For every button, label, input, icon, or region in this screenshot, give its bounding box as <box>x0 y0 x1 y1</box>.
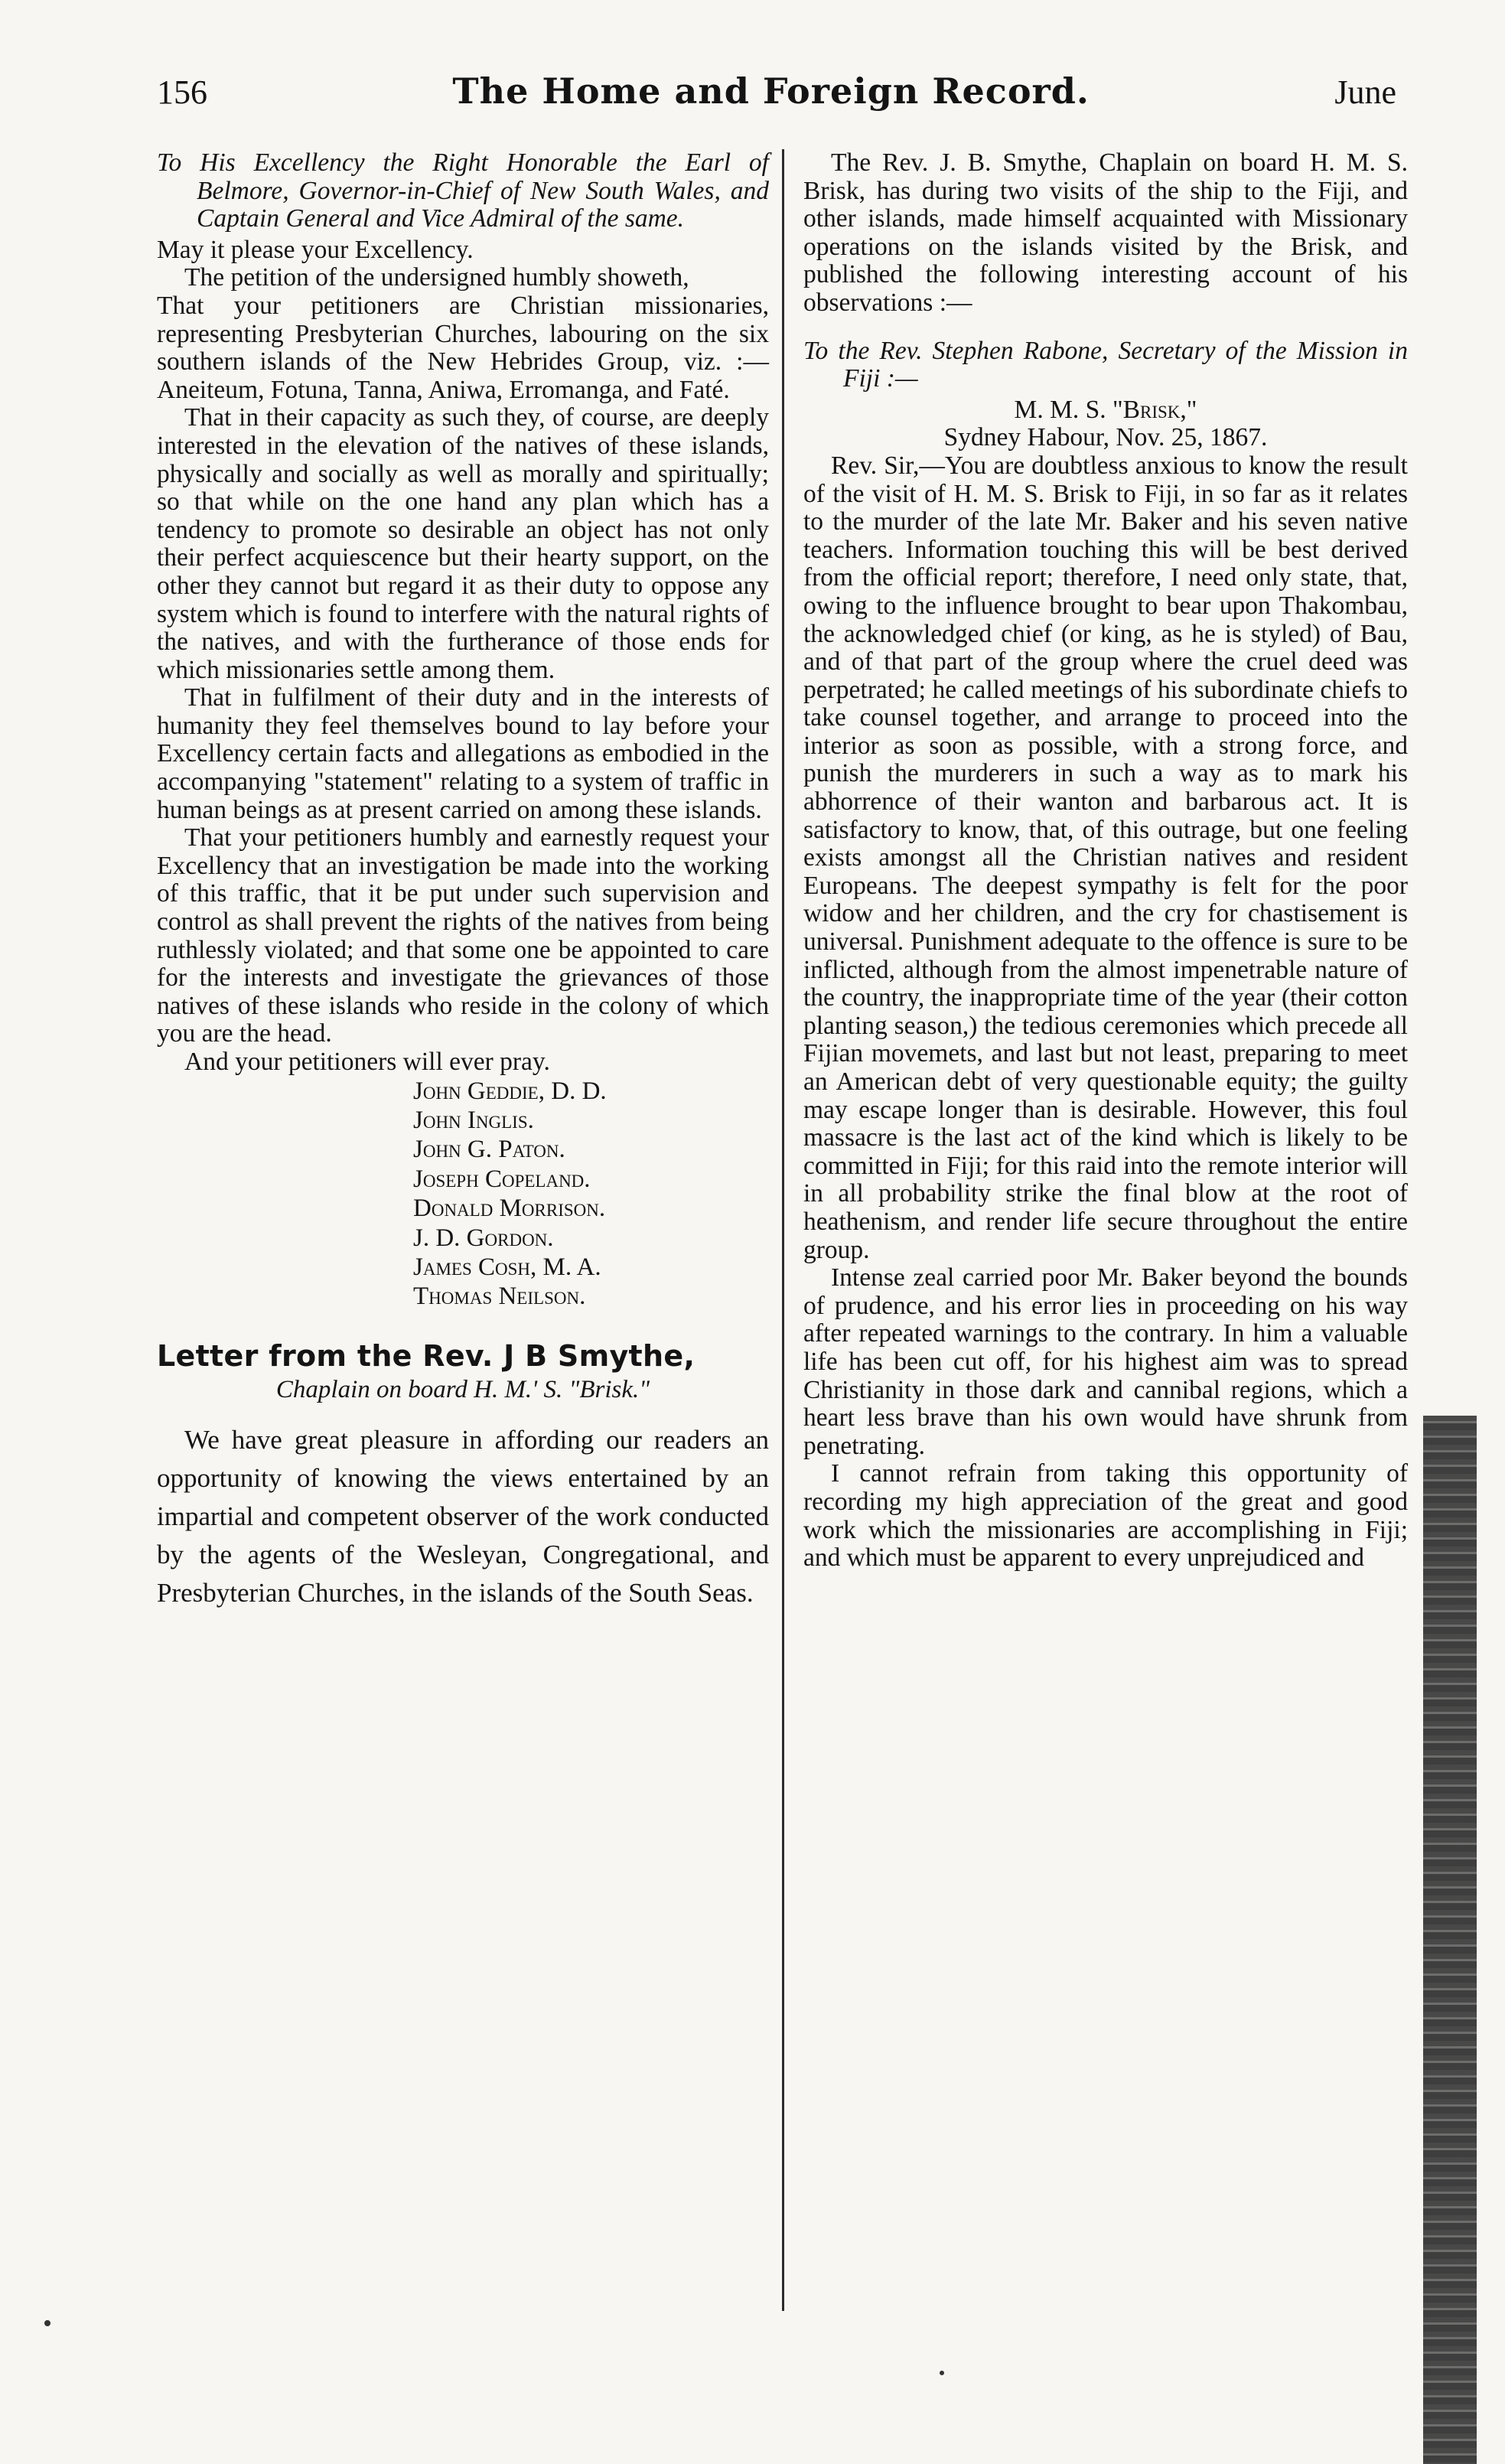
petition-address: To His Excellency the Right Honorable the Earl of Belmore, Governor-in-Chief of New South Wales, and Captain General and Vice Admiral of the same. <box>157 148 769 233</box>
letter-intro: We have great pleasure in affording our readers an opportunity of knowing the views entertained by an impartial and competent observer of the work conducted by the agents of the Wesleyan, Congregational, and Presbyterian Churches, in the islands of the South Seas. <box>157 1425 769 1608</box>
letter-subheading: Chaplain on board H. M.' S. "Brisk." <box>275 1376 650 1404</box>
petition-paragraph: The petition of the undersigned humbly showeth, <box>184 263 689 292</box>
signatory: J. D. Gordon. <box>413 1224 554 1252</box>
petition-paragraph: That your petitioners humbly and earnestly request your Excellency that an investigation be made into the working of this traffic, that it be put under such supervision and control as shall prevent the rights of the natives from being ruthlessly violated; and that some one be appointed to care for the interests and investigate the grievances of those natives of these islands who reside in the colony of which you are the head. <box>157 823 769 1048</box>
letter-heading: Letter from the Rev. J B Smythe, <box>157 1338 695 1373</box>
salutation: May it please your Excellency. <box>157 235 474 264</box>
signatory: James Cosh, M. A. <box>413 1253 601 1282</box>
left-column <box>157 149 769 1612</box>
petition-closing: And your petitioners will ever pray. <box>184 1048 550 1076</box>
signatory: John Inglis. <box>413 1107 534 1134</box>
letter-paragraph: Intense zeal carried poor Mr. Baker beyond the bounds of prudence, and his error lies in proceeding on his way after repeated warnings to the contrary. In him a valuable life has been cut off, for his highest aim was to spread Christianity in those dark and cannibal regions, which a heart less brave than his own would have shrunk from penetrating. <box>803 1263 1408 1460</box>
letter-addressee: To the Rev. Stephen Rabone, Secretary of the Mission in Fiji :— <box>803 336 1408 393</box>
petition-paragraph: That in fulfilment of their duty and in the interests of humanity they feel themselves bound to lay before your Excellency certain facts and allegations as embodied in the accompanying "statement" relating to a system of traffic in human beings as at present carried on among these islands. <box>157 683 769 824</box>
letter-paragraph: Rev. Sir,—You are doubtless anxious to know the result of the visit of H. M. S. Brisk to Fiji, in so far as it relates to the murder of the late Mr. Baker and his seven native teachers. Information touching this will be best derived from the official report; therefore, I need only state, that, owing to the influence brought to bear upon Thakombau, the acknowledged chief (or king, as he is styled) of Bau, and of that part of the group where the cruel deed was perpetrated; he called meetings of his subordinate chiefs to take counsel together, and arrange to proceed into the interior as soon as possible, with a strong force, and punish the murderers in such a way as to mark his abhorrence of their wanton and barbarous act. It is satisfactory to know, that, of this outrage, but one feeling exists amongst all the Christian natives and resident Europeans. The deepest sympathy is felt for the poor widow and her children, and the cry for chastisement is universal. Punishment adequate to the offence is sure to be inflicted, although from the almost impenetrable nature of the country, the inappropriate time of the year (their cotton planting season,) the tedious ceremonies which precede all Fijian movemets, and last but not least, preparing to meet an American debt of very questionable equity; the guilty may escape longer than is desirable. However, this foul massacre is the last act of the kind which is likely to be committed in Fiji; for this raid into the remote interior will in all probability strike the final blow at the root of heathenism, and render life secure throughout the entire group. <box>803 451 1408 1264</box>
signatory: Joseph Copeland. <box>413 1165 591 1193</box>
right-column <box>803 149 1408 1573</box>
petition-paragraph: That your petitioners are Christian missionaries, representing Presbyterian Churches, labouring on the six southern islands of the New Hebrides Group, viz. :—Aneiteum, Fotuna, Tanna, Aniwa, Erromanga, and Faté. <box>157 291 769 404</box>
signatory-list <box>157 1077 769 1312</box>
running-header <box>157 70 1396 124</box>
scan-edge-shadow <box>1423 1416 1477 2464</box>
column-rule <box>782 149 784 2311</box>
letter-paragraph: I cannot refrain from taking this opportunity of recording my high appreciation of the great and good work which the missionaries are accomplishing in Fiji; and which must be apparent to every unprejudiced and <box>803 1459 1408 1573</box>
ink-speck <box>940 2371 944 2375</box>
signatory: Donald Morrison. <box>413 1195 606 1223</box>
signatory: Thomas Neilson. <box>413 1283 586 1311</box>
signatory: John Geddie, D. D. <box>413 1077 607 1105</box>
running-month: June <box>1334 73 1396 111</box>
ink-speck <box>44 2320 50 2326</box>
letter-paragraph: The Rev. J. B. Smythe, Chaplain on board H. M. S. Brisk, has during two visits of the ship to the Fiji, and other islands, made himself acquainted with Missionary operations on the islands visited by the Brisk, and published the following interesting account of his observations :— <box>803 148 1408 317</box>
petition-paragraph: That in their capacity as such they, of course, are deeply interested in the elevation of the natives of these islands, physically and socially as well as morally and spiritually; so that while on the one hand any plan which has a tendency to promote so desirable an object has not only their perfect acquiescence but their hearty support, on the other they cannot but regard it as their duty to oppose any system which is found to interfere with the natural rights of the natives, and with the furtherance of those ends for which missionaries settle among them. <box>157 403 769 684</box>
page-number: 156 <box>157 73 207 111</box>
letter-place: M. M. S. "Brisk," <box>1014 395 1197 424</box>
signatory: John G. Paton. <box>413 1136 565 1164</box>
letter-date: Sydney Habour, Nov. 25, 1867. <box>943 423 1268 452</box>
running-title: The Home and Foreign Record. <box>452 70 1090 112</box>
